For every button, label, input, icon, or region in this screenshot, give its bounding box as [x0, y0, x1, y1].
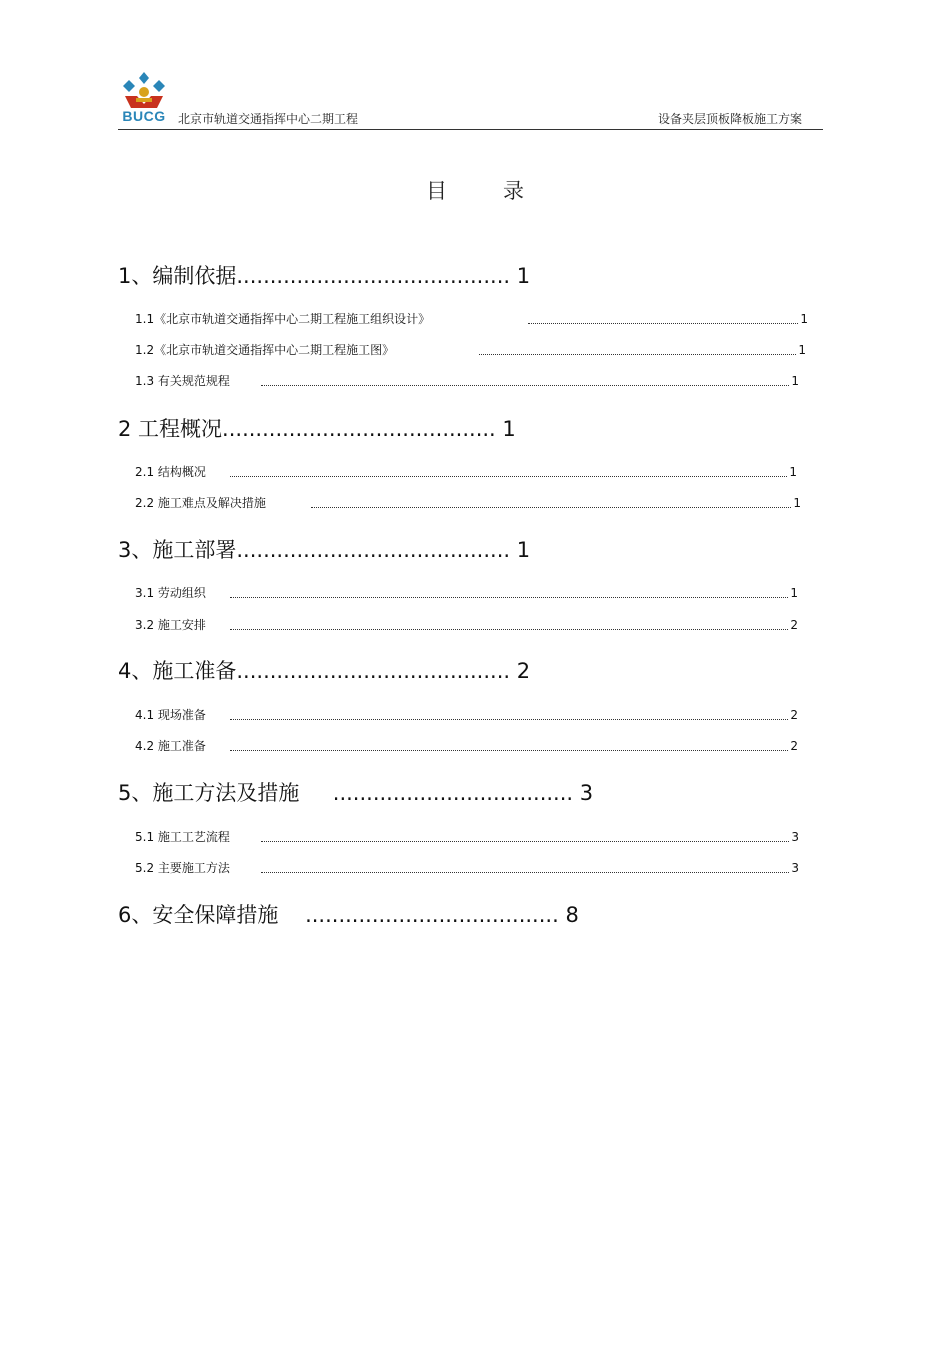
- toc-leader-dots: .........................................: [236, 659, 511, 683]
- toc-subentry-4-1[interactable]: [135, 708, 798, 722]
- toc-subentry-1-3[interactable]: [135, 374, 799, 388]
- toc-subentry-5-1[interactable]: [135, 830, 799, 844]
- toc-leader-dots: [528, 322, 798, 324]
- toc-leader-dots: [261, 384, 789, 386]
- toc-subentry-label: 1.1《北京市轨道交通指挥中心二期工程施工组织设计》: [135, 312, 431, 326]
- page-header: [118, 68, 823, 131]
- toc-page-number: 3: [791, 861, 799, 875]
- toc-page-number: 3: [579, 781, 594, 805]
- toc-leader-dots: ....................................: [332, 781, 574, 805]
- toc-subentry-3-1[interactable]: [135, 586, 798, 600]
- toc-subentry-label: 5.2 主要施工方法: [135, 861, 230, 875]
- toc-entry-6[interactable]: [118, 902, 579, 928]
- toc-subentry-label: 2.1 结构概况: [135, 465, 206, 479]
- toc-page-number: 8: [565, 903, 579, 927]
- toc-subentry-2-1[interactable]: [135, 465, 797, 479]
- toc-title-char-2: 录: [503, 179, 524, 203]
- toc-leader-dots: [479, 353, 796, 355]
- toc-subentry-label: 4.2 施工准备: [135, 739, 206, 753]
- project-name: 北京市轨道交通指挥中心二期工程: [178, 112, 359, 126]
- toc-entry-label: 6、安全保障措施: [118, 903, 279, 927]
- header-divider: [118, 129, 823, 130]
- toc-subentry-5-2[interactable]: [135, 861, 799, 875]
- toc-entry-label: 4、施工准备: [118, 659, 237, 683]
- toc-subentry-3-2[interactable]: [135, 618, 798, 632]
- toc-page-number: 1: [793, 496, 801, 510]
- toc-leader-dots: ......................................: [305, 903, 559, 927]
- toc-page-number: 2: [790, 708, 798, 722]
- toc-leader-dots: .........................................: [236, 538, 511, 562]
- toc-subentry-label: 4.1 现场准备: [135, 708, 206, 722]
- toc-page-number: 2: [790, 618, 798, 632]
- toc-page-number: 3: [791, 830, 799, 844]
- toc-page-number: 1: [502, 417, 516, 441]
- toc-entry-label: 5、施工方法及措施: [118, 781, 300, 805]
- toc-subentry-label: 1.3 有关规范规程: [135, 374, 230, 388]
- toc-entry-label: 2 工程概况: [118, 417, 223, 441]
- toc-leader-dots: [311, 506, 791, 508]
- toc-leader-dots: [230, 718, 788, 720]
- toc-leader-dots: [230, 596, 788, 598]
- toc-leader-dots: [261, 840, 789, 842]
- toc-leader-dots: [230, 628, 788, 630]
- toc-subentry-label: 3.1 劳动组织: [135, 586, 206, 600]
- toc-page-number: 1: [790, 586, 798, 600]
- toc-page-number: 1: [516, 538, 531, 562]
- toc-leader-dots: .........................................: [236, 264, 511, 288]
- toc-page-number: 1: [791, 374, 799, 388]
- toc-subentry-1-1[interactable]: [135, 312, 808, 326]
- toc-entry-2[interactable]: [118, 416, 516, 442]
- toc-entry-4[interactable]: [118, 658, 530, 684]
- toc-subentry-label: 1.2《北京市轨道交通指挥中心二期工程施工图》: [135, 343, 395, 357]
- toc-page-number: 1: [798, 343, 806, 357]
- document-name: 设备夹层顶板降板施工方案: [657, 112, 802, 126]
- toc-subentry-4-2[interactable]: [135, 739, 798, 753]
- toc-entry-1[interactable]: [118, 263, 530, 289]
- toc-subentry-2-2[interactable]: [135, 496, 801, 510]
- toc-title: [0, 178, 950, 204]
- logo-text: BUCG: [122, 108, 166, 124]
- toc-leader-dots: [230, 475, 787, 477]
- toc-entry-3[interactable]: [118, 537, 530, 563]
- toc-subentry-label: 2.2 施工难点及解决措施: [135, 496, 266, 510]
- toc-entry-label: 3、施工部署: [118, 538, 237, 562]
- toc-title-char-1: 目: [426, 179, 447, 203]
- toc-subentry-label: 5.1 施工工艺流程: [135, 830, 230, 844]
- toc-leader-dots: .........................................: [222, 417, 496, 441]
- toc-page-number: 1: [516, 264, 531, 288]
- toc-subentry-1-2[interactable]: [135, 343, 806, 357]
- toc-leader-dots: [261, 871, 789, 873]
- toc-entry-label: 1、编制依据: [118, 264, 237, 288]
- toc-page-number: 1: [800, 312, 808, 326]
- toc-page-number: 2: [516, 659, 531, 683]
- toc-entry-5[interactable]: [118, 780, 593, 806]
- toc-page-number: 1: [789, 465, 797, 479]
- toc-subentry-label: 3.2 施工安排: [135, 618, 206, 632]
- toc-leader-dots: [230, 749, 788, 751]
- toc-page-number: 2: [790, 739, 798, 753]
